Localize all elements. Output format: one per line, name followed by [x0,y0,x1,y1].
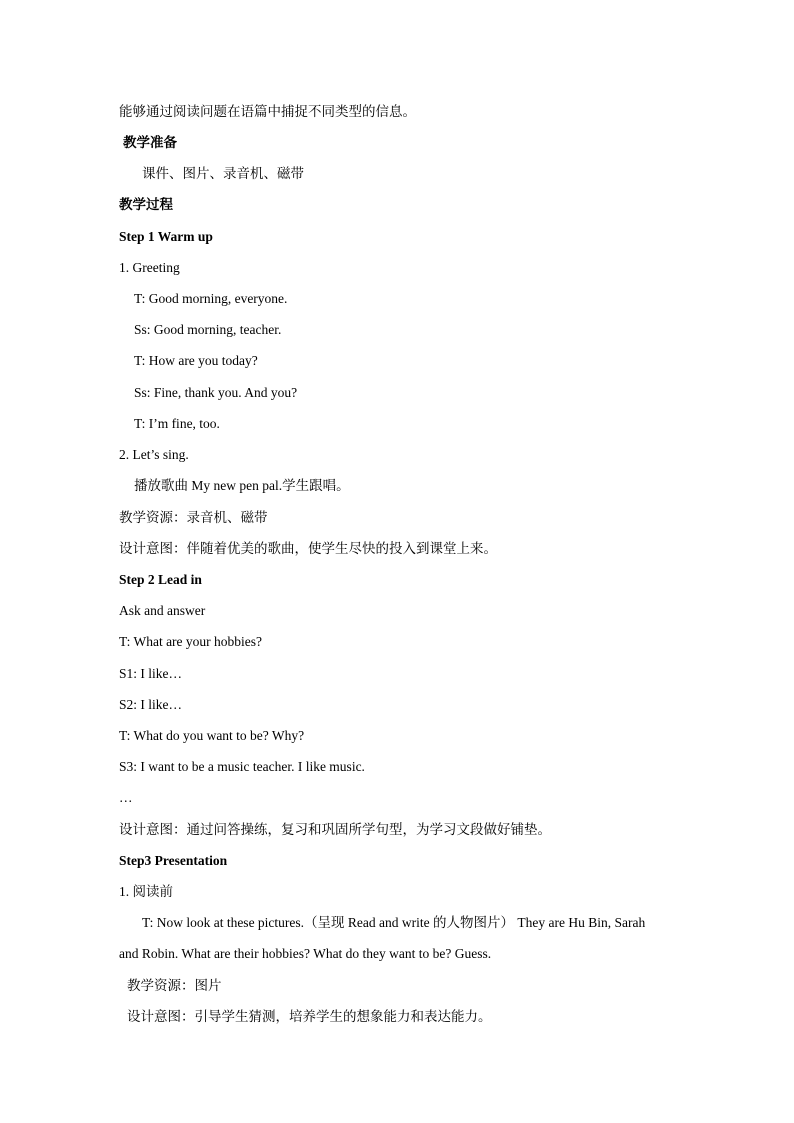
step2-heading: Step 2 Lead in [119,572,202,587]
preparation-items: 课件、图片、录音机、磁带 [142,166,304,181]
dialogue-line: Ss: Good morning, teacher. [134,322,282,337]
dialogue-line: S3: I want to be a music teacher. I like music. [119,759,365,774]
greeting-item: 1. Greeting [119,260,180,275]
dialogue-line: S2: I like… [119,697,182,712]
step3-heading: Step3 Presentation [119,853,228,868]
teacher-instruction-continuation: and Robin. What are their hobbies? What do they want to be? Guess. [119,946,492,961]
dialogue-line: T: I’m fine, too. [134,416,220,431]
objective-line: 能够通过阅读问题在语篇中捕捉不同类型的信息。 [119,104,416,119]
dialogue-line: T: How are you today? [134,353,258,368]
sing-description: 播放歌曲 My new pen pal.学生跟唱。 [134,478,350,493]
dialogue-line: S1: I like… [119,666,182,681]
resources-line: 教学资源：录音机、磁带 [119,510,268,525]
heading-preparation: 教学准备 [123,135,177,150]
pre-reading-item: 1. 阅读前 [119,884,173,899]
dialogue-line: Ss: Fine, thank you. And you? [134,385,298,400]
ellipsis-line: … [119,790,133,805]
sing-item: 2. Let’s sing. [119,447,189,462]
design-intent-line: 设计意图：引导学生猜测，培养学生的想象能力和表达能力。 [127,1009,492,1024]
teacher-instruction-line: T: Now look at these pictures.（呈现 Read and write 的人物图片） They are Hu Bin, Sarah [142,915,646,930]
dialogue-line: T: What are your hobbies? [119,634,263,649]
dialogue-line: T: Good morning, everyone. [134,291,288,306]
activity-title: Ask and answer [119,603,206,618]
dialogue-line: T: What do you want to be? Why? [119,728,305,743]
step1-heading: Step 1 Warm up [119,229,213,244]
design-intent-line: 设计意图：通过问答操练，复习和巩固所学句型，为学习文段做好铺垫。 [119,822,551,837]
design-intent-line: 设计意图：伴随着优美的歌曲，使学生尽快的投入到课堂上来。 [119,541,497,556]
resources-line: 教学资源：图片 [127,978,222,993]
heading-process: 教学过程 [119,197,173,212]
